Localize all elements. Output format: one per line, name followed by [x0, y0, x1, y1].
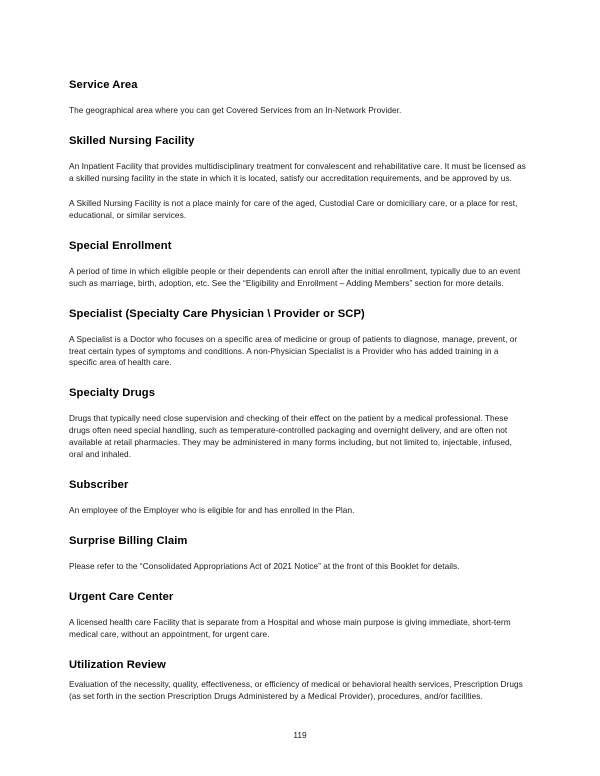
section-heading-special-enrollment: Special Enrollment	[69, 239, 172, 252]
section-paragraph: A licensed health care Facility that is separate from a Hospital and whose main purpose is giving immediate, short-term medical care, without an appointment, for urgent care.	[69, 617, 511, 639]
section-heading-subscriber: Subscriber	[69, 479, 129, 492]
section-heading-specialist: Specialist (Specialty Care Physician \ Provider or SCP)	[69, 307, 365, 320]
section-paragraph: Evaluation of the necessity, quality, effectiveness, or efficiency of medical or behavioral health services, Prescription Drugs (as set forth in the section Prescription Drugs Administered by a Medical Provider), procedures, and/or facilities.	[69, 678, 523, 701]
section-paragraph: A Skilled Nursing Facility is not a place mainly for care of the aged, Custodial Care or domiciliary care, or a place for rest, educational, or similar services.	[69, 197, 518, 220]
section-paragraph: Drugs that typically need close supervision and checking of their effect on the patient by a medical professional. These drugs often need special handling, such as temperature-controlled packaging and overnight delivery, and are often not available at retail pharmacies. They may be administered in many forms including, but not limited to, injectable, infused, oral and inhaled.	[69, 413, 513, 460]
page-number: 119	[293, 730, 307, 740]
section-heading-service-area: Service Area	[69, 79, 138, 91]
section-heading-surprise-billing-claim: Surprise Billing Claim	[69, 535, 188, 548]
section-paragraph: A period of time in which eligible people or their dependents can enroll after the initial enrollment, typically due to an event such as marriage, birth, adoption, etc. See the “Eligibility and Enrollment – Adding Members” section for more details.	[69, 265, 521, 288]
section-paragraph: An employee of the Employer who is eligible for and has enrolled in the Plan.	[69, 505, 355, 516]
section-paragraph: An Inpatient Facility that provides multidisciplinary treatment for convalescent and rehabilitative care. It must be licensed as a skilled nursing facility in the state in which it is located, satisfy our accreditation requirements, and be approved by us.	[69, 160, 526, 183]
section-heading-urgent-care-center: Urgent Care Center	[69, 591, 174, 603]
document-body	[69, 78, 528, 703]
section-heading-specialty-drugs: Specialty Drugs	[69, 387, 156, 400]
section-heading-utilization-review: Utilization Review	[69, 658, 166, 671]
section-paragraph: The geographical area where you can get Covered Services from an In-Network Provider.	[69, 105, 402, 115]
section-paragraph: Please refer to the “Consolidated Appropriations Act of 2021 Notice” at the front of this Booklet for details.	[69, 561, 460, 572]
section-heading-skilled-nursing-facility: Skilled Nursing Facility	[69, 134, 195, 147]
section-paragraph: A Specialist is a Doctor who focuses on a specific area of medicine or group of patients to diagnose, manage, prevent, or treat certain types of symptoms and conditions. A non-Physician Specialist is a Provider who has added training in a specific area of health care.	[69, 333, 518, 368]
